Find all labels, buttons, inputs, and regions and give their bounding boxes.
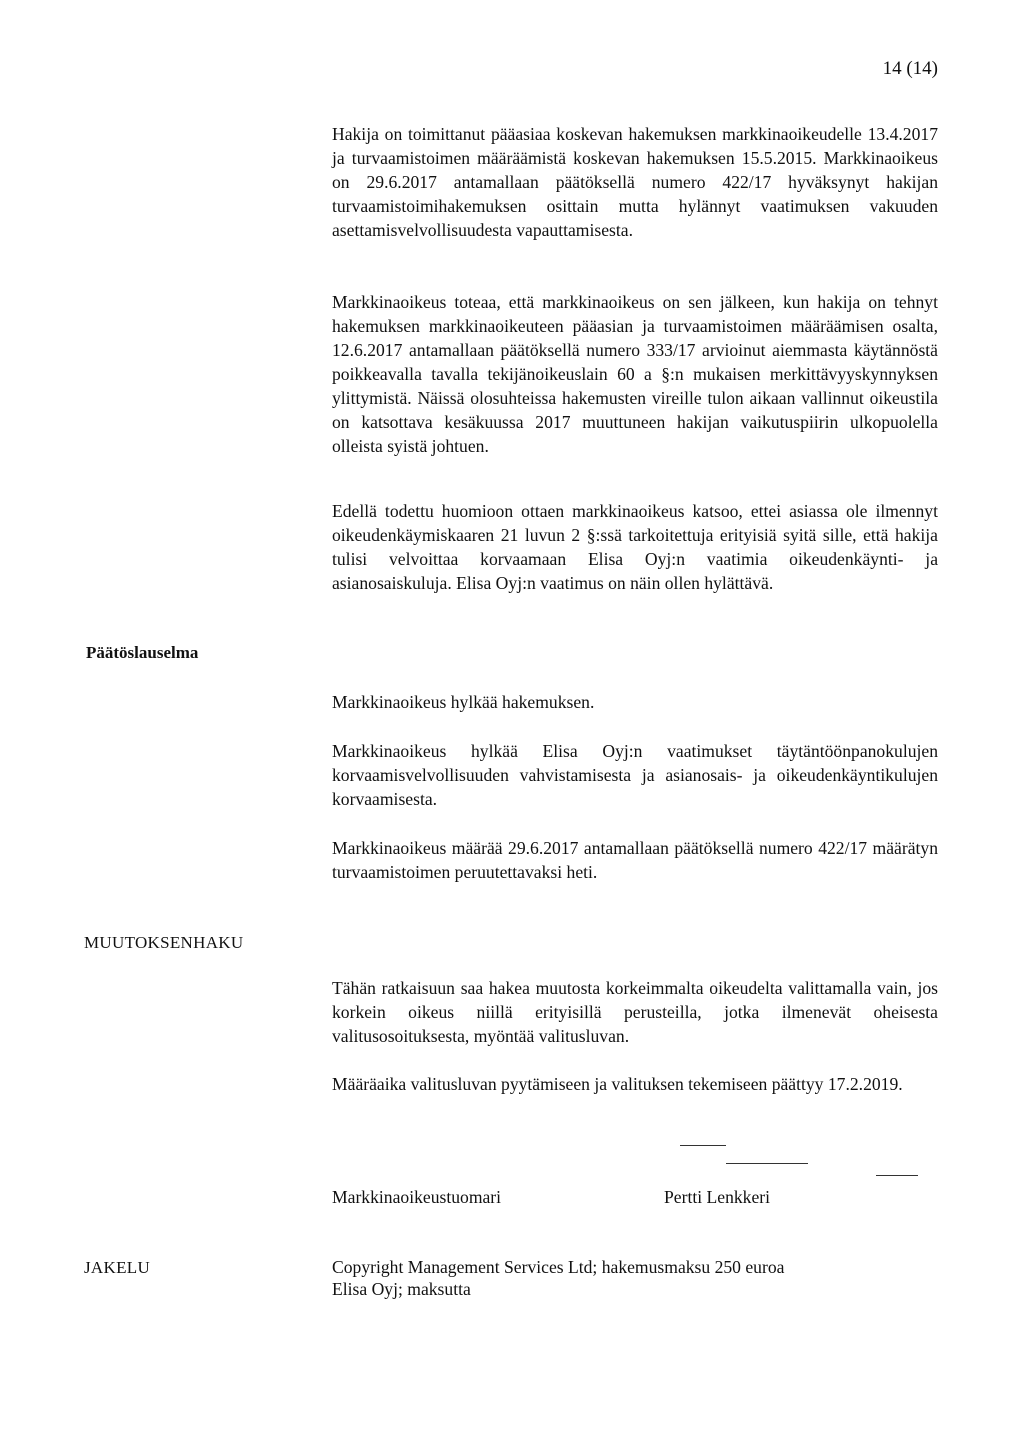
distribution-heading: JAKELU <box>84 1258 151 1277</box>
signature-mark <box>876 1175 918 1176</box>
decision-heading: Päätöslauselma <box>86 643 199 662</box>
signature-title: Markkinaoikeustuomari <box>332 1187 502 1207</box>
decision-item-2: Markkinaoikeus hylkää Elisa Oyj:n vaatimukset täytäntöönpanokulujen korvaamisvelvollisuuden vahvistamisesta ja asianosais- ja oikeudenkäyntikulujen korvaamisesta. <box>332 741 938 809</box>
decision-item-1: Markkinaoikeus hylkää hakemuksen. <box>332 692 595 712</box>
distribution-list <box>332 1256 938 1300</box>
paragraph-costs-conclusion: Edellä todettu huomioon ottaen markkinaoikeus katsoo, ettei asiassa ole ilmennyt oikeudenkäymiskaaren 21 luvun 2 §:ssä tarkoitettuja erityisiä syitä sille, että hakija tulisi velvoittaa korvaamaan Elisa Oyj:n vaatimia oikeudenkäynti- ja asianosaiskuluja. Elisa Oyj:n vaatimus on näin ollen hylättävä. <box>332 501 938 593</box>
page-number: 14 (14) <box>882 58 938 79</box>
appeal-heading: MUUTOKSENHAKU <box>84 933 244 952</box>
appeal-item-2: Määräaika valitusluvan pyytämiseen ja valituksen tekemiseen päättyy 17.2.2019. <box>332 1074 903 1094</box>
appeal-item-1: Tähän ratkaisuun saa hakea muutosta korkeimmalta oikeudelta valittamalla vain, jos korkein oikeus niillä erityisillä perusteilla, jotka ilmenevät oheisesta valitusosoituksesta, myöntää valitusluvan. <box>332 978 938 1046</box>
distribution-recipient: Copyright Management Services Ltd; hakemusmaksu 250 euroa <box>332 1257 785 1277</box>
signature-name: Pertti Lenkkeri <box>664 1187 771 1207</box>
paragraph-application-history: Hakija on toimittanut pääasiaa koskevan hakemuksen markkinaoikeudelle 13.4.2017 ja turvaamistoimen määräämistä koskevan hakemuksen 15.5.2015. Markkinaoikeus on 29.6.2017 antamallaan päätöksellä numero 422/17 hyväksynyt hakijan turvaamistoimihakemuksen osittain mutta hylännyt vaatimuksen vakuuden asettamisvelvollisuudesta vapauttamisesta. <box>332 124 938 240</box>
paragraph-court-assessment: Markkinaoikeus toteaa, että markkinaoikeus on sen jälkeen, kun hakija on tehnyt hakemuksen markkinaoikeuteen pääasian ja turvaamistoimen määräämisen osalta, 12.6.2017 antamallaan päätöksellä numero 333/17 arvioinut aiemmasta käytännöstä poikkeavalla tavalla tekijänoikeuslain 60 a §:n mukaisen merkittävyyskynnyksen ylittymistä. Näissä olosuhteissa hakemusten vireille tulon aikaan vallinnut oikeustila on katsottava kesäkuussa 2017 muuttuneen hakijan vaikutuspiirin ulkopuolella olleista syistä johtuen. <box>332 292 938 456</box>
signature-mark <box>680 1145 726 1146</box>
signature-mark <box>726 1163 808 1164</box>
decision-item-3: Markkinaoikeus määrää 29.6.2017 antamallaan päätöksellä numero 422/17 määrätyn turvaamistoimen peruutettavaksi heti. <box>332 838 938 882</box>
distribution-recipient: Elisa Oyj; maksutta <box>332 1279 471 1299</box>
